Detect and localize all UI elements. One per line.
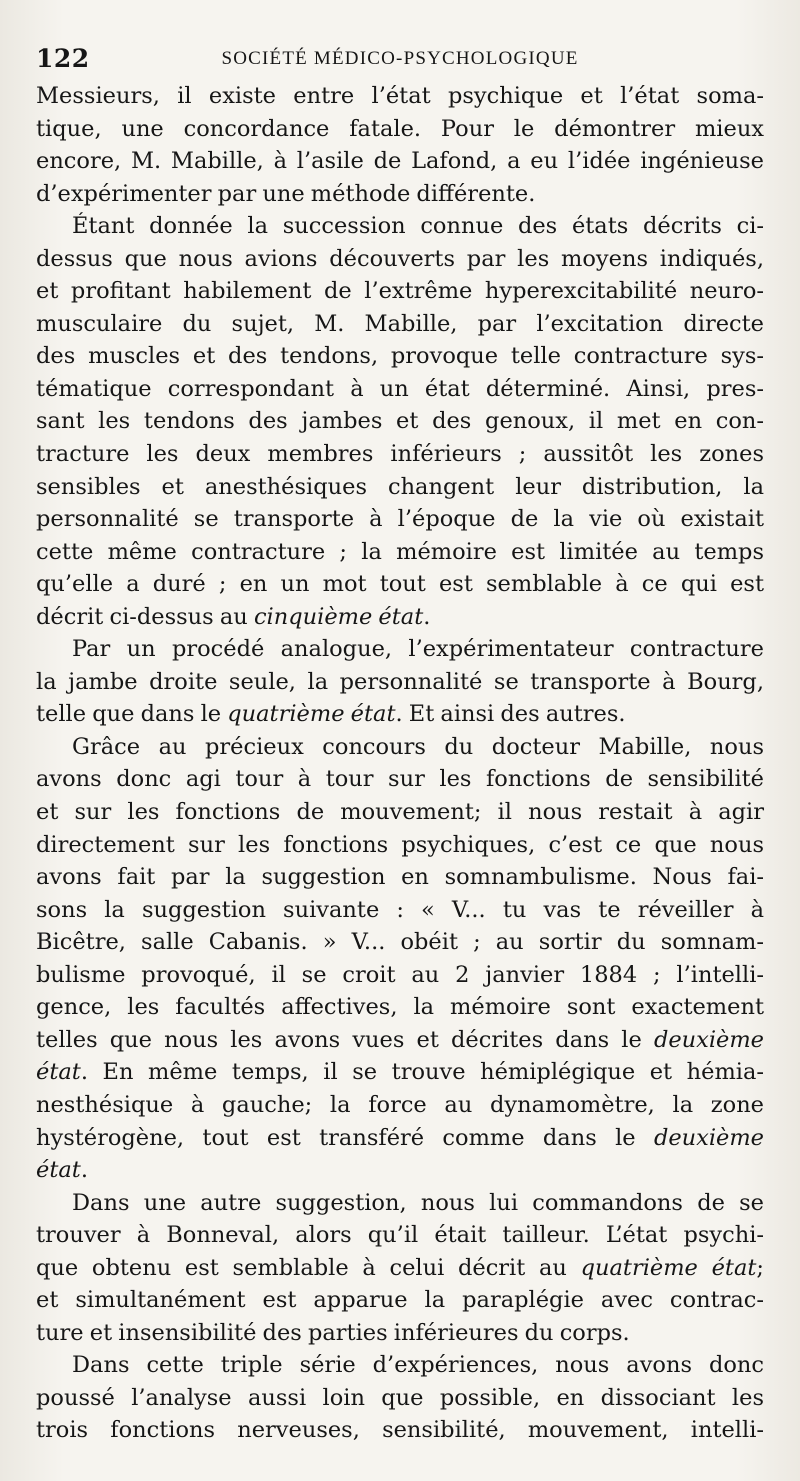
text-line: qu’elle a duré ; en un mot tout est semblable à ce qui est [36, 571, 764, 598]
italic-phrase: deuxième [653, 1124, 764, 1151]
text-line: des muscles et des tendons, provoque telle contracture sys- [36, 343, 764, 370]
text-segment: hystérogène, tout est transféré comme dans le [36, 1124, 654, 1151]
text-line: et profitant habilement de l’extrême hyperexcitabilité neuro- [36, 278, 764, 305]
text-line [36, 601, 764, 634]
text-line: Bicêtre, salle Cabanis. » V... obéit ; au sortir du somnam- [36, 929, 764, 956]
text-segment: décrit ci-dessus au [36, 603, 254, 630]
page-number: 122 [36, 44, 90, 73]
text-line: Dans une autre suggestion, nous lui commandons de se [72, 1189, 764, 1216]
text-line [36, 1122, 764, 1155]
text-line: la jambe droite seule, la personnalité se transporte à Bourg, [36, 668, 764, 695]
text-line: avons donc agi tour à tour sur les fonctions de sensibilité [36, 766, 764, 793]
text-line [36, 1056, 764, 1089]
text-segment: . Et ainsi des autres. [395, 701, 626, 728]
text-line: tique, une concordance fatale. Pour le démontrer mieux [36, 115, 764, 142]
text-line: sensibles et anesthésiques changent leur distribution, la [36, 473, 764, 500]
text-line: Messieurs, il existe entre l’état psychique et l’état soma- [36, 83, 764, 109]
text-line: et simultanément est apparue la paraplégie avec contrac- [36, 1287, 764, 1314]
text-line [36, 1154, 764, 1187]
italic-phrase: quatrième état [227, 701, 396, 728]
text-line: tématique correspondant à un état déterminé. Ainsi, pres- [36, 375, 764, 402]
text-line: nesthésique à gauche; la force au dynamomètre, la zone [36, 1091, 764, 1118]
paragraph-5 [36, 1187, 764, 1350]
paragraph-3 [36, 633, 764, 731]
text-line: trois fonctions nerveuses, sensibilité, mouvement, intelli- [36, 1417, 764, 1444]
text-line: trouver à Bonneval, alors qu’il était tailleur. L’état psychi- [36, 1222, 764, 1249]
paragraph-2 [36, 210, 764, 633]
paragraph-6 [36, 1349, 764, 1447]
text-line: Par un procédé analogue, l’expérimentateur contracture [72, 636, 764, 663]
text-line [36, 698, 764, 731]
text-line: dessus que nous avions découverts par les moyens indiqués, [36, 245, 764, 272]
text-line: musculaire du sujet, M. Mabille, par l’excitation directe [36, 310, 764, 337]
text-segment: . En même temps, il se trouve hémiplégique et hémia- [80, 1059, 764, 1086]
text-segment: . [80, 1157, 88, 1184]
running-head [36, 40, 764, 80]
text-segment: que obtenu est semblable à celui décrit au [36, 1254, 581, 1281]
text-line: tracture les deux membres inférieurs ; aussitôt les zones [36, 441, 764, 468]
italic-phrase: état [36, 1157, 81, 1184]
text-line: ture et insensibilité des parties inférieures du corps. [36, 1319, 630, 1346]
text-line: poussé l’analyse aussi loin que possible, en dissociant les [36, 1384, 764, 1411]
text-line: Étant donnée la succession connue des états décrits ci- [72, 213, 764, 240]
text-line [36, 1024, 764, 1057]
text-line: encore, M. Mabille, à l’asile de Lafond, a eu l’idée ingénieuse [36, 148, 764, 175]
text-line: bulisme provoqué, il se croit au 2 janvier 1884 ; l’intelli- [36, 961, 764, 988]
italic-phrase: état [36, 1059, 81, 1086]
text-segment: ; [756, 1254, 764, 1281]
running-head-title: SOCIÉTÉ MÉDICO-PSYCHOLOGIQUE [221, 48, 579, 69]
text-line: d’expérimenter par une méthode différente. [36, 180, 536, 207]
italic-phrase: quatrième état [580, 1254, 757, 1281]
text-segment: . [423, 603, 431, 630]
paragraph-4 [36, 731, 764, 1187]
text-line: sons la suggestion suivante : « V... tu vas te réveiller à [36, 896, 764, 923]
text-line: gence, les facultés affectives, la mémoire sont exactement [36, 994, 764, 1021]
text-line: Dans cette triple série d’expériences, nous avons donc [72, 1352, 764, 1379]
text-line: personnalité se transporte à l’époque de la vie où existait [36, 506, 764, 533]
italic-phrase: deuxième [653, 1026, 764, 1053]
text-line: cette même contracture ; la mémoire est limitée au temps [36, 538, 764, 565]
italic-phrase: cinquième état [253, 603, 424, 630]
text-line [36, 1252, 764, 1285]
text-segment: telles que nous les avons vues et décrites dans le [36, 1026, 654, 1053]
text-line: sant les tendons des jambes et des genoux, il met en con- [36, 408, 764, 435]
text-segment: telle que dans le [36, 701, 228, 728]
text-line: avons fait par la suggestion en somnambulisme. Nous fai- [36, 864, 764, 891]
body-text [36, 80, 764, 1447]
text-line: directement sur les fonctions psychiques, c’est ce que nous [36, 831, 764, 858]
text-line: et sur les fonctions de mouvement; il nous restait à agir [36, 799, 764, 826]
text-line: Grâce au précieux concours du docteur Mabille, nous [72, 733, 764, 760]
paragraph-1 [36, 80, 764, 210]
